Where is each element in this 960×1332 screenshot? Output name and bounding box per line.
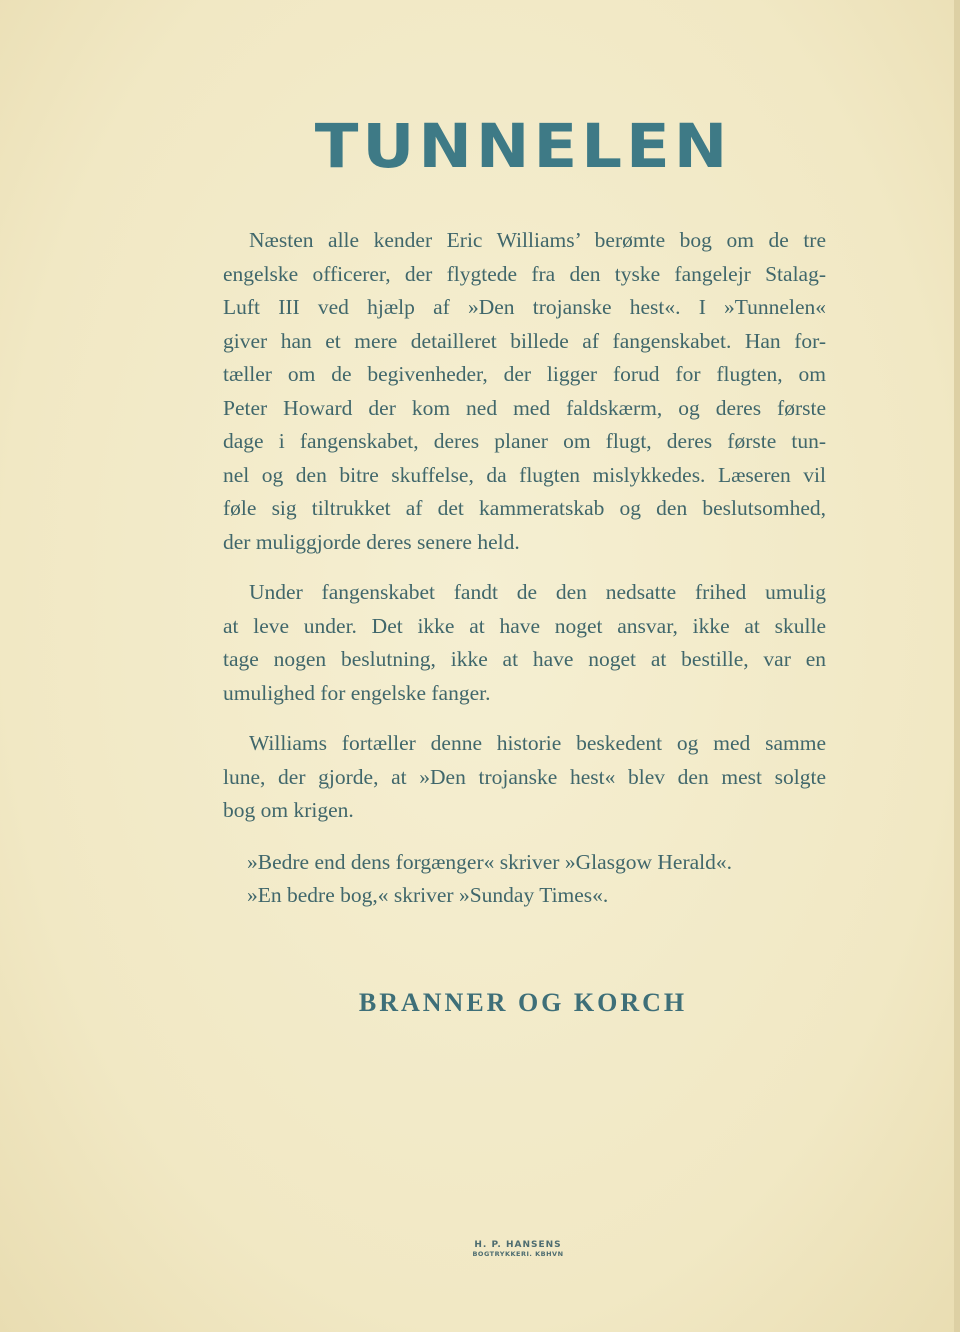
text-line: at leve under. Det ikke at have noget ansvar, ikke at skulle	[223, 613, 826, 638]
text-line: tage nogen beslutning, ikke at have noget at bestille, var en	[223, 647, 826, 671]
printer-location: BOGTRYKKERI. KBHVN	[472, 1250, 564, 1258]
text-line: nel og den bitre skuffelse, da flugten mislykkedes. Læseren vil	[223, 462, 826, 487]
text-line: Luft III ved hjælp af »Den trojanske hest«. I »Tunnelen«	[223, 295, 826, 319]
text-line: engelske officerer, der flygtede fra den tyske fangelejr Stalag-	[223, 261, 826, 286]
text-line: Næsten alle kender Eric Williams’ berømte bog om de tre	[249, 228, 826, 252]
text-line: Williams fortæller denne historie beskedent og med samme	[249, 731, 826, 755]
press-quote: »En bedre bog,« skriver »Sunday Times«.	[247, 883, 609, 907]
blurb	[223, 224, 826, 913]
printer-name: H. P. HANSENS	[474, 1240, 562, 1250]
paragraph	[223, 576, 826, 710]
paragraph	[223, 224, 826, 559]
page-edge	[954, 0, 960, 1332]
text-line: giver han et mere detailleret billede af fangenskabet. Han for-	[223, 328, 826, 353]
text-line: føle sig tiltrukket af det kammeratskab og den beslutsomhed,	[223, 496, 826, 520]
press-quote: »Bedre end dens forgænger« skriver »Glasgow Herald«.	[247, 849, 733, 874]
press-quotes	[223, 846, 826, 913]
text-line: der muliggjorde deres senere held.	[223, 529, 520, 554]
text-line: umulighed for engelske fanger.	[223, 680, 491, 705]
printer-imprint	[0, 1240, 960, 1258]
blurb-paragraphs	[223, 224, 826, 828]
book-title: TUNNELEN	[314, 111, 732, 183]
paragraph	[223, 727, 826, 828]
text-line: Under fangenskabet fandt de den nedsatte frihed umulig	[249, 580, 826, 604]
text-line: dage i fangenskabet, deres planer om flugt, deres første tun-	[223, 429, 826, 453]
text-line: lune, der gjorde, at »Den trojanske hest« blev den mest solgte	[223, 764, 826, 789]
publisher-name: BRANNER OG KORCH	[358, 988, 688, 1017]
text-line: Peter Howard der kom ned med faldskærm, og deres første	[223, 395, 826, 420]
text-line: tæller om de begivenheder, der ligger forud for flugten, om	[223, 362, 826, 386]
text-line: bog om krigen.	[223, 798, 354, 822]
